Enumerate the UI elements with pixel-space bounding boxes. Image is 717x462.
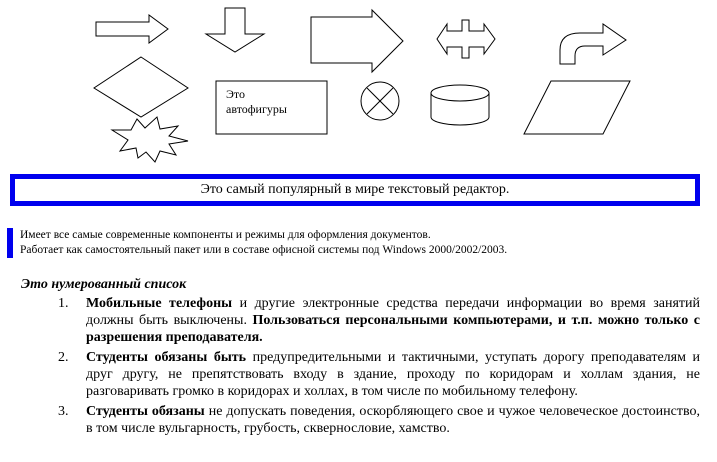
list-item <box>50 349 700 400</box>
pentagon-arrow-shape[interactable] <box>311 10 403 72</box>
blue-framed-banner <box>10 174 700 206</box>
banner-text: Это самый популярный в мире текстовый редактор. <box>15 179 695 201</box>
cylinder-shape[interactable] <box>431 85 489 125</box>
bent-arrow-shape[interactable] <box>560 24 626 64</box>
info-block <box>7 228 717 258</box>
numbered-list <box>50 295 700 440</box>
list-item-bold-lead: Студенты обязаны <box>86 404 205 419</box>
list-item-text: и другие электронные средства передачи информации во время занятий должны быть выключены. <box>86 296 700 328</box>
info-line-2: Работает как самостоятельный пакет или в составе офисной системы под Windows 2000/2002/2003. <box>20 244 508 256</box>
list-item-text: не допускать поведения, оскорбляющего свое и чужое человеческое достоинство, в том числе вульгарность, грубость, сквернословие, хамство. <box>86 404 700 436</box>
list-item <box>50 403 700 437</box>
list-item <box>50 295 700 346</box>
quad-arrow-shape[interactable] <box>437 20 495 58</box>
list-item-text: предупредительными и тактичными, уступать дорогу преподавателям и друг другу, не препятствовать входу в здание, проходу по коридорам и холлам здания, не разговаривать громко в коридорах и холлах, в том числе по мобильному телефону. <box>86 350 700 399</box>
list-item-number: 2. <box>58 350 69 365</box>
diamond-shape[interactable] <box>94 57 188 117</box>
list-item-number: 1. <box>58 296 69 311</box>
autoshapes-canvas <box>0 0 717 172</box>
list-item-number: 3. <box>58 404 69 419</box>
list-item-bold-lead: Студенты обязаны быть <box>86 350 247 365</box>
explosion-shape[interactable] <box>112 117 188 162</box>
autoshape-label <box>226 87 322 117</box>
parallelogram-shape[interactable] <box>524 81 630 134</box>
right-arrow-shape[interactable] <box>96 15 168 43</box>
list-heading: Это нумерованный список <box>21 277 187 292</box>
summing-junction-shape[interactable] <box>361 82 399 120</box>
down-arrow-shape[interactable] <box>206 8 264 52</box>
info-line-1: Имеет все самые современные компоненты и режимы для оформления документов. <box>20 229 431 241</box>
autoshape-label-line2: автофигуры <box>226 102 287 116</box>
autoshape-label-line1: Это <box>226 87 246 101</box>
list-item-bold-lead: Мобильные телефоны <box>86 296 233 311</box>
list-item-bold-tail: Пользоваться персональными компьютерами, и т.п. можно только с разрешения преподавателя. <box>86 313 700 345</box>
